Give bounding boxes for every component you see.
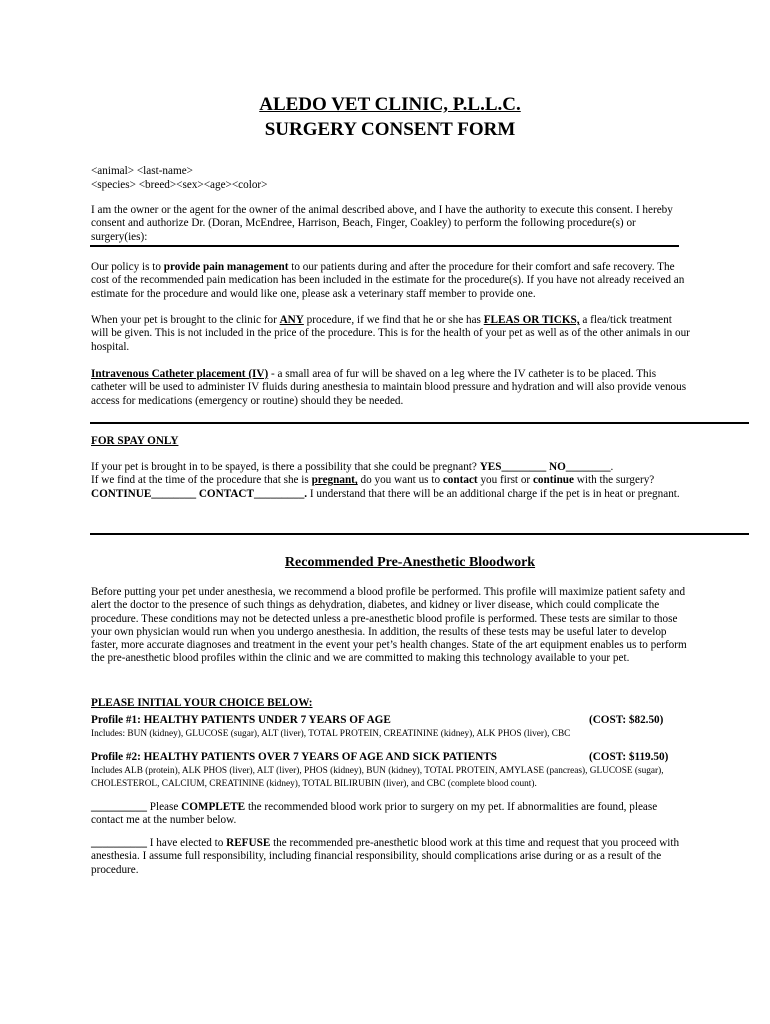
pain-policy-paragraph: Our policy is to provide pain management to our patients during and after the procedure for their comfort and safe recovery. The cost of the recommended pain medication has been included in the estimate for the procedure(s). If you have not already received an estimate for the procedure and would like one, please ask a veterinary staff member to provide one. [91,261,685,300]
clinic-name: ALEDO VET CLINIC, P.L.L.C. [259,94,521,115]
complete-option: __________ Please COMPLETE the recommended blood work prior to surgery on my pet. If abnormalities are found, please contact me at the number below. [91,801,658,827]
profile-1-cost: (COST: $82.50) [589,714,664,726]
section-divider [90,533,749,535]
spay-heading: FOR SPAY ONLY [91,435,179,447]
profile-2-cost: (COST: $119.50) [589,751,669,763]
profile-2-includes: Includes ALB (protein), ALK PHOS (liver), ALT (liver), PHOS (kidney), BUN (kidney), TOTAL PROTEIN, AMYLASE (pancreas), GLUCOSE (sugar), CHOLESTEROL, CALCIUM, CREATININE (kidney), TOTAL BILIRUBIN (liver), and CBC (complete blood count). [91,766,664,789]
iv-heading: Intravenous Catheter placement (IV) [91,368,269,380]
bloodwork-title: Recommended Pre-Anesthetic Bloodwork [284,555,536,570]
spay-paragraph: If your pet is brought in to be spayed, is there a possibility that she could be pregnant? YES________ NO________. If we find at the time of the procedure that she is pregnant, do you want us to contact you first or continue with the surgery? CONTINUE________ CONTACT_________. I understand that there will be an additional charge if the pet is in heat or pregnant. [91,461,680,500]
complete-initial-blank: __________ [91,801,147,813]
refuse-initial-blank: __________ [91,837,147,849]
section-divider [90,422,749,424]
fleas-paragraph: When your pet is brought to the clinic for ANY procedure, if we find that he or she has FLEAS OR TICKS, a flea/tick treatment will be given. This is not included in the price of the procedure. This is for the health of your pet as well as of the other animals in our hospital. [91,314,690,353]
initial-instruction: PLEASE INITIAL YOUR CHOICE BELOW: [91,697,313,709]
patient-details-line: <species> <breed><sex><age><color> [91,179,268,191]
refuse-option: __________ I have elected to REFUSE the recommended pre-anesthetic blood work at this time and request that you proceed with anesthesia. I assume full responsibility, including financial responsibility, should complications arise during or as a result of the procedure. [91,837,680,876]
contact-blank: CONTACT_________. [198,487,308,500]
form-title: SURGERY CONSENT FORM [264,119,516,140]
patient-name-line: <animal> <last-name> [91,165,193,177]
profile-1-includes: Includes: BUN (kidney), GLUCOSE (sugar), ALT (liver), TOTAL PROTEIN, CREATININE (kidney), ALK PHOS (liver), CBC [91,729,571,739]
pregnant-yes-blank: YES________ [479,461,547,473]
iv-paragraph: Intravenous Catheter placement (IV) - a small area of fur will be shaved on a leg where the IV catheter is to be placed. This catheter will be used to administer IV fluids during anesthesia to maintain blood pressure and hydration and will also provide venous access for medications (emergency or routine) should they be needed. [91,368,687,407]
consent-paragraph: I am the owner or the agent for the owner of the animal described above, and I have the authority to execute this consent. I hereby consent and authorize Dr. (Doran, McEndree, Harrison, Beach, Finger, Coakley) to perform the following procedure(s) or surgery(ies): [91,204,673,243]
section-divider [90,245,679,247]
profile-1-name: Profile #1: HEALTHY PATIENTS UNDER 7 YEARS OF AGE [91,714,391,726]
bloodwork-intro: Before putting your pet under anesthesia, we recommend a blood profile be performed. This profile will maximize patient safety and alert the doctor to the presence of such things as dehydration, diabetes, and kidney or liver disease, which could complicate the procedure. These conditions may not be detected unless a pre-anesthetic blood profile is performed. These tests are similar to those your own physician would run when you undergo anesthesia. In addition, the results of these tests may be useful later to develop faster, more accurate diagnoses and treatment in the event your pet’s health changes. State of the art equipment enables us to perform the pre-anesthetic blood profiles within the clinic and we are committed to making this technology available to your pet. [91,586,687,665]
profile-2-name: Profile #2: HEALTHY PATIENTS OVER 7 YEARS OF AGE AND SICK PATIENTS [91,751,498,763]
continue-blank: CONTINUE________ [91,487,197,500]
pregnant-no-blank: NO________ [549,461,611,473]
